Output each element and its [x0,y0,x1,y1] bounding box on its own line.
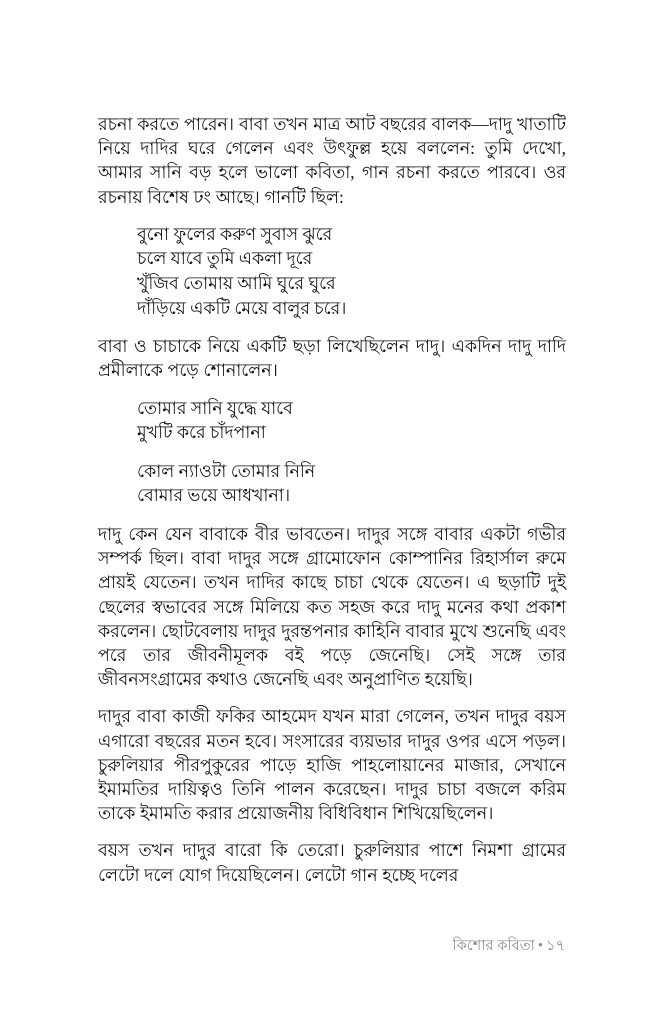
verse-stanza [137,396,566,445]
verse-stanza [137,222,566,320]
verse-line: কোল ন্যাওটা তোমার নিনি [137,460,316,481]
verse-block-1 [98,222,566,320]
page-footer [98,936,565,956]
verse-line: খুঁজিব তোমায় আমি ঘুরে ঘুরে [137,273,336,293]
verse-block-2 [98,396,566,508]
verse-line: তোমার সানি যুদ্ধে যাবে [137,397,293,418]
paragraph-2: বাবা ও চাচাকে নিয়ে একটি ছড়া লিখেছিলেন দাদু। একদিন দাদু দাদি প্রমীলাকে পড়ে শোনালেন। [98,336,566,381]
verse-line: চলে যাবে তুমি একলা দূরে [137,248,313,269]
paragraph-3: দাদু কেন যেন বাবাকে বীর ভাবতেন। দাদুর সঙ্গে বাবার একটা গভীর সম্পর্ক ছিল। বাবা দাদুর সঙ্গে গ্রামোফোন কোম্পানির রিহার্সাল রুমে প্রায়ই যেতেন। তখন দাদির কাছে চাচা থেকে যেতেন। এ ছড়াটি দুই ছেলের স্বভাবের সঙ্গে মিলিয়ে কত সহজ করে দাদু মনের কথা প্রকাশ করলেন। ছোটবেলায় দাদুর দুরন্তপনার কাহিনি বাবার মুখে শুনেছি এবং পরে তার জীবনীমূলক বই পড়ে জেনেছি। সেই সঙ্গে তার জীবনসংগ্রামের কথাও জেনেছি এবং অনুপ্রাণিত হয়েছি। [98,523,566,690]
verse-stanza [137,459,566,508]
footer-book-title: কিশোর কবিতা [452,938,535,954]
paragraph-5: বয়স তখন দাদুর বারো কি তেরো। চুরুলিয়ার পাশে নিমশা গ্রামের লেটো দলে যোগ দিয়েছিলেন। লেটো গান হচ্ছে দলের [98,840,566,885]
verse-line: দাঁড়িয়ে একটি মেয়ে বালুর চরে। [137,297,347,318]
verse-line: বোমার ভয়ে আধখানা। [137,485,291,506]
verse-line: মুখটি করে চাঁদপানা [137,422,266,443]
paragraph-4: দাদুর বাবা কাজী ফকির আহমেদ যখন মারা গেলেন, তখন দাদুর বয়স এগারো বছরের মতন হবে। সংসারের ব্যয়ভার দাদুর ওপর এসে পড়ল। চুরুলিয়ার পীরপুকুরের পাড়ে হাজি পাহলোয়ানের মাজার, সেখানে ইমামতির দায়িত্বও তিনি পালন করেছেন। দাদুর চাচা বজলে করিম তাকে ইমামতি করার প্রয়োজনীয় বিধিবিধান শিখিয়েছিলেন। [98,706,566,824]
paragraph-1: রচনা করতে পারেন। বাবা তখন মাত্র আট বছরের বালক—দাদু খাতাটি নিয়ে দাদির ঘরে গেলেন এবং উৎফুল্ল হয়ে বললেন: তুমি দেখো, আমার সানি বড় হলে ভালো কবিতা, গান রচনা করতে পারবে। ওর রচনায় বিশেষ ঢং আছে। গানটি ছিল: [98,114,566,207]
verse-line: বুনো ফুলের করুণ সুবাস ঝুরে [137,223,333,244]
page-number: ১৭ [546,938,565,954]
text-column [98,112,566,887]
footer-separator-dot: • [537,938,544,954]
